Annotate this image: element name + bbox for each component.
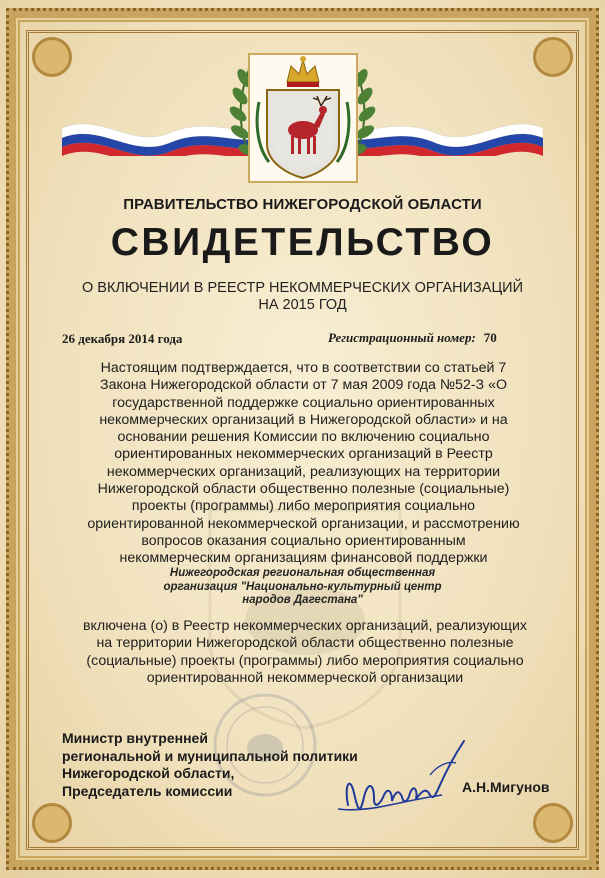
- corner-ornament: [533, 803, 573, 843]
- text-line: на территории Нижегородской области общественно полезные: [96, 635, 514, 652]
- text-line: организация "Национально-культурный центр: [163, 580, 442, 593]
- text-line: некоммерческим организациям финансовой поддержки: [119, 550, 488, 567]
- certificate-title: СВИДЕТЕЛЬСТВО: [110, 221, 495, 264]
- text-line: основании решения Комиссии по включению социально: [117, 429, 490, 446]
- text-line: Нижегородской области,: [62, 765, 235, 781]
- handwritten-signature-icon: [330, 735, 470, 830]
- signatory-name: А.Н.Мигунов: [462, 779, 550, 795]
- certificate-subtitle: [60, 280, 545, 314]
- organization-name: [150, 567, 455, 608]
- text-line: некоммерческих организаций, реализующих на территории: [106, 463, 501, 480]
- text-line: вопросов оказания социально ориентированным: [141, 532, 466, 549]
- text-line: некоммерческих организаций в Нижегородской области» и на: [99, 411, 508, 428]
- corner-ornament: [32, 803, 72, 843]
- text-line: ориентированной некоммерческой организации, и рассмотрению: [87, 515, 520, 532]
- corner-ornament: [32, 37, 72, 77]
- text-line: ориентированной некоммерческой организации: [146, 669, 464, 686]
- text-line: региональной и муниципальной политики: [62, 747, 358, 764]
- text-line: Министр внутренней: [62, 730, 208, 746]
- subtitle-line: О ВКЛЮЧЕНИИ В РЕЕСТР НЕКОММЕРЧЕСКИХ ОРГАНИЗАЦИЙ: [81, 280, 524, 296]
- registration-label: Регистрационный номер:: [328, 330, 476, 345]
- text-line: Закона Нижегородской области от 7 мая 2009 года №52-З «О: [100, 377, 507, 394]
- registration-value: 70: [483, 330, 497, 345]
- text-line: народов Дагестана": [242, 594, 363, 606]
- issue-date: 26 декабря 2014 года: [62, 331, 183, 346]
- text-line: Нижегородская региональная общественная: [169, 567, 436, 579]
- text-line: Настоящим подтверждается, что в соответствии со статьей 7: [100, 360, 507, 376]
- text-line: Нижегородской области общественно полезные (социальные): [97, 481, 510, 498]
- corner-ornament: [533, 37, 573, 77]
- subtitle-line: НА 2015 ГОД: [258, 297, 347, 313]
- text-line: (социальные) проекты (программы) либо мероприятия социально: [86, 652, 524, 669]
- registration-number: [328, 330, 497, 346]
- text-line: государственной поддержке социально ориентированных: [112, 394, 495, 411]
- government-name: ПРАВИТЕЛЬСТВО НИЖЕГОРОДСКОЙ ОБЛАСТИ: [123, 196, 482, 213]
- text-line: проекты (программы) либо мероприятия социально: [131, 498, 476, 515]
- text-line: ориентированных некоммерческих организаций в Реестр: [114, 446, 493, 463]
- confirmation-paragraph: [76, 360, 531, 568]
- text-line: включена (о) в Реестр некоммерческих организаций, реализующих: [83, 618, 527, 634]
- nizhny-novgorod-coat-of-arms-icon: [247, 52, 359, 184]
- signatory-title: [62, 730, 362, 800]
- text-line: Председатель комиссии: [62, 782, 233, 799]
- inclusion-paragraph: [70, 618, 540, 687]
